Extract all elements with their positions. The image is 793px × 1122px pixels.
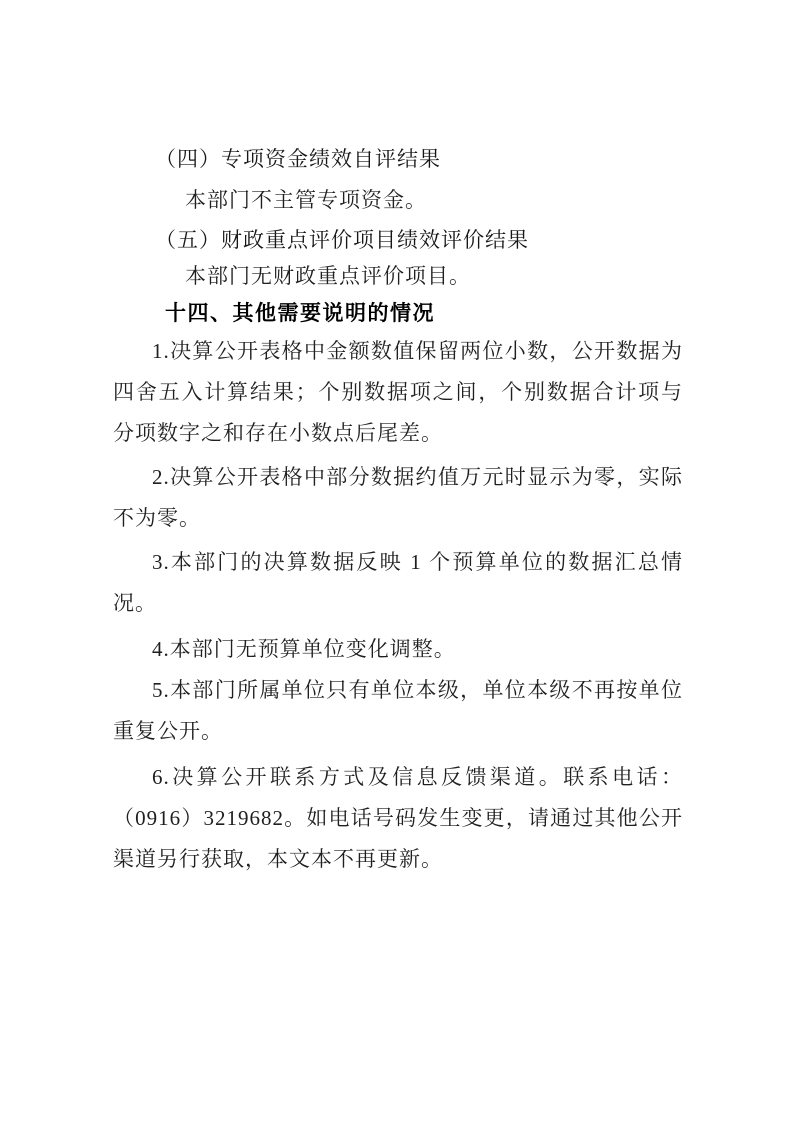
note-paragraph-1-rounding: 1.决算公开表格中金额数值保留两位小数，公开数据为四舍五入计算结果；个别数据项之间，个别数据合计项与分项数字之和存在小数点后尾差。: [113, 339, 683, 445]
paragraph-no-special-funds: 本部门不主管专项资金。: [185, 188, 427, 212]
note-paragraph-6-contact-info: 6.决算公开联系方式及信息反馈渠道。联系电话：（0916）3219682。如电话号码发生变更，请通过其他公开渠道另行获取，本文本不再更新。: [113, 765, 683, 871]
section-heading-14: 十四、其他需要说明的情况: [165, 302, 435, 325]
note-paragraph-5-no-duplicate-disclosure: 5.本部门所属单位只有单位本级，单位本级不再按单位重复公开。: [113, 678, 683, 743]
note-paragraph-2-zero-display: 2.决算公开表格中部分数据约值万元时显示为零，实际不为零。: [113, 465, 683, 530]
note-paragraph-3-budget-units: 3.本部门的决算数据反映 1 个预算单位的数据汇总情况。: [113, 550, 683, 615]
subsection-heading-4: （四）专项资金绩效自评结果: [155, 147, 441, 171]
note-paragraph-4-no-unit-changes: 4.本部门无预算单位变化调整。: [152, 637, 456, 661]
paragraph-no-key-evaluation-project: 本部门无财政重点评价项目。: [185, 264, 471, 288]
subsection-heading-5: （五）财政重点评价项目绩效评价结果: [155, 228, 529, 252]
